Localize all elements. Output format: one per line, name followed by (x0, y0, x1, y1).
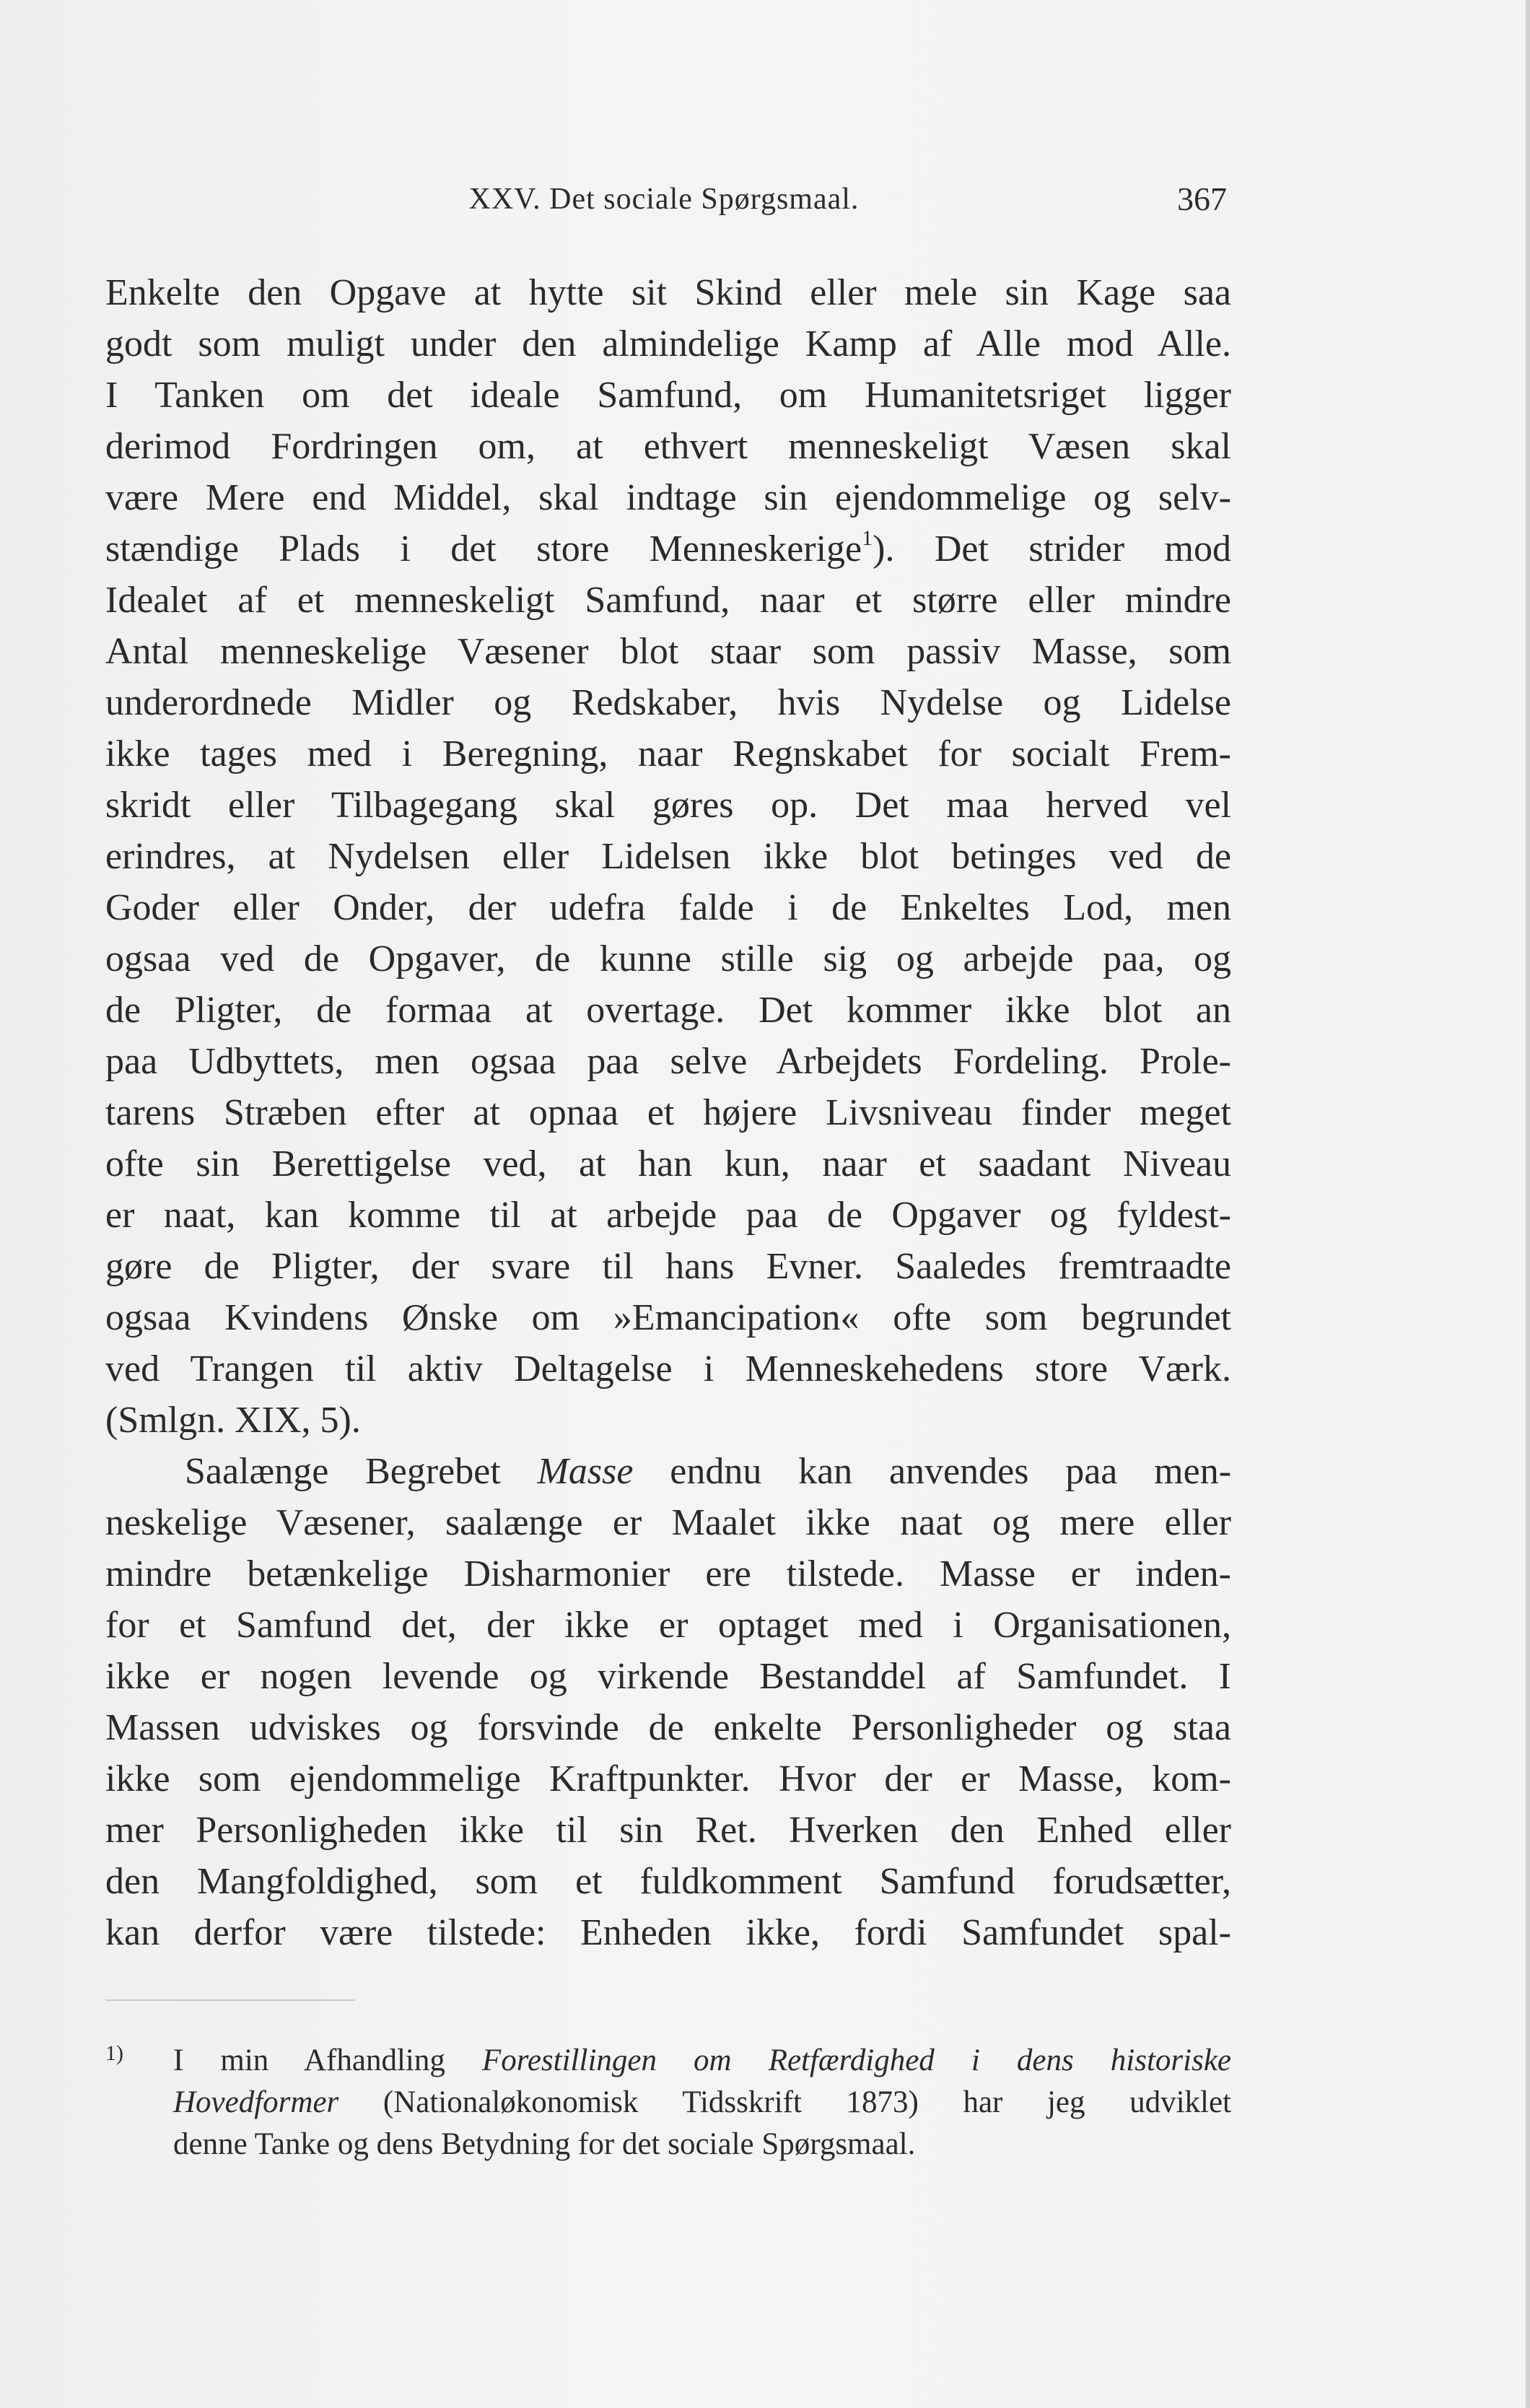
text-line: ikke tages med i Beregning, naar Regnskabet for socialt Frem- (105, 733, 1231, 775)
text-line: være Mere end Middel, skal indtage sin ejendommelige og selv- (105, 477, 1231, 518)
body-text (105, 267, 1231, 1958)
text-line: ikke er nogen levende og virkende Bestanddel af Samfundet. I (105, 1656, 1231, 1697)
text-line: gøre de Pligter, der svare til hans Evner. Saaledes fremtraadte (105, 1246, 1231, 1287)
text-segment: Saalænge Begrebet (185, 1451, 501, 1492)
text-segment: endnu kan anvendes paa men- (670, 1451, 1232, 1492)
footnote-divider (105, 1999, 355, 2001)
italic-term: Masse (537, 1451, 634, 1492)
running-head (101, 178, 1227, 221)
text-line (105, 523, 1231, 575)
text-line: erindres, at Nydelsen eller Lidelsen ikke blot betinges ved de (105, 836, 1231, 877)
footnote-reference: 1 (862, 526, 873, 550)
text-line: derimod Fordringen om, at ethvert menneskeligt Væsen skal (105, 426, 1231, 467)
text-line: ogsaa Kvindens Ønske om »Emancipation« ofte som begrundet (105, 1297, 1231, 1338)
paragraph-start-line (105, 1446, 1231, 1497)
text-line: mer Personligheden ikke til sin Ret. Hverken den Enhed eller (105, 1810, 1231, 1851)
italic-title: Hovedformer (173, 2085, 339, 2119)
footnote (105, 2040, 1231, 2165)
text-segment: I min Afhandling (173, 2043, 445, 2077)
text-segment: stændige Plads i det store Menneskerige (105, 528, 862, 570)
text-line: Enkelte den Opgave at hytte sit Skind eller mele sin Kage saa (105, 272, 1231, 313)
text-line: mindre betænkelige Disharmonier ere tilstede. Masse er inden- (105, 1553, 1231, 1595)
text-segment: ). Det strider mod (873, 528, 1231, 570)
footnote-line (105, 2082, 1231, 2124)
text-line: ofte sin Berettigelse ved, at han kun, naar et saadant Niveau (105, 1143, 1231, 1185)
text-line: Antal menneskelige Væsener blot staar som passiv Masse, som (105, 631, 1231, 672)
text-line: I Tanken om det ideale Samfund, om Humanitetsriget ligger (105, 375, 1231, 416)
text-segment: (Nationaløkonomisk Tidsskrift 1873) har jeg udviklet (382, 2085, 1232, 2119)
running-title: XXV. Det sociale Spørgsmaal. (468, 183, 860, 216)
text-line: kan derfor være tilstede: Enheden ikke, fordi Samfundet spal- (105, 1912, 1231, 1953)
text-line: for et Samfund det, der ikke er optaget med i Organisationen, (105, 1605, 1231, 1646)
text-line: skridt eller Tilbagegang skal gøres op. Det maa herved vel (105, 785, 1231, 826)
text-line: ogsaa ved de Opgaver, de kunne stille sig og arbejde paa, og (105, 938, 1231, 980)
footnote-line: denne Tanke og dens Betydning for det sociale Spørgsmaal. (173, 2127, 916, 2161)
text-line: godt som muligt under den almindelige Kamp af Alle mod Alle. (105, 323, 1231, 365)
text-line: Goder eller Onder, der udefra falde i de Enkeltes Lod, men (105, 887, 1231, 928)
text-line: Massen udviskes og forsvinde de enkelte Personligheder og staa (105, 1707, 1231, 1748)
text-line: (Smlgn. XIX, 5). (105, 1400, 361, 1441)
text-line: paa Udbyttets, men ogsaa paa selve Arbejdets Fordeling. Prole- (105, 1041, 1231, 1082)
text-line: Idealet af et menneskeligt Samfund, naar et større eller mindre (105, 580, 1231, 621)
text-line: ved Trangen til aktiv Deltagelse i Menneskehedens store Værk. (105, 1348, 1231, 1390)
page-number: 367 (1177, 180, 1227, 217)
text-line: underordnede Midler og Redskaber, hvis Nydelse og Lidelse (105, 682, 1231, 723)
text-line: er naat, kan komme til at arbejde paa de Opgaver og fyldest- (105, 1195, 1231, 1236)
italic-title: Forestillingen om Retfærdighed i dens historiske (481, 2043, 1231, 2077)
text-line: ikke som ejendommelige Kraftpunkter. Hvor der er Masse, kom- (105, 1758, 1231, 1800)
footnote-line: 1) I min Afhandling Forestillingen om Retfærdighed i dens historiske (105, 2041, 1231, 2077)
text-line: den Mangfoldighed, som et fuldkomment Samfund forudsætter, (105, 1861, 1231, 1902)
text-line: tarens Stræben efter at opnaa et højere Livsniveau finder meget (105, 1092, 1231, 1133)
text-line: neskelige Væsener, saalænge er Maalet ikke naat og mere eller (105, 1502, 1231, 1543)
text-line: de Pligter, de formaa at overtage. Det kommer ikke blot an (105, 990, 1231, 1031)
